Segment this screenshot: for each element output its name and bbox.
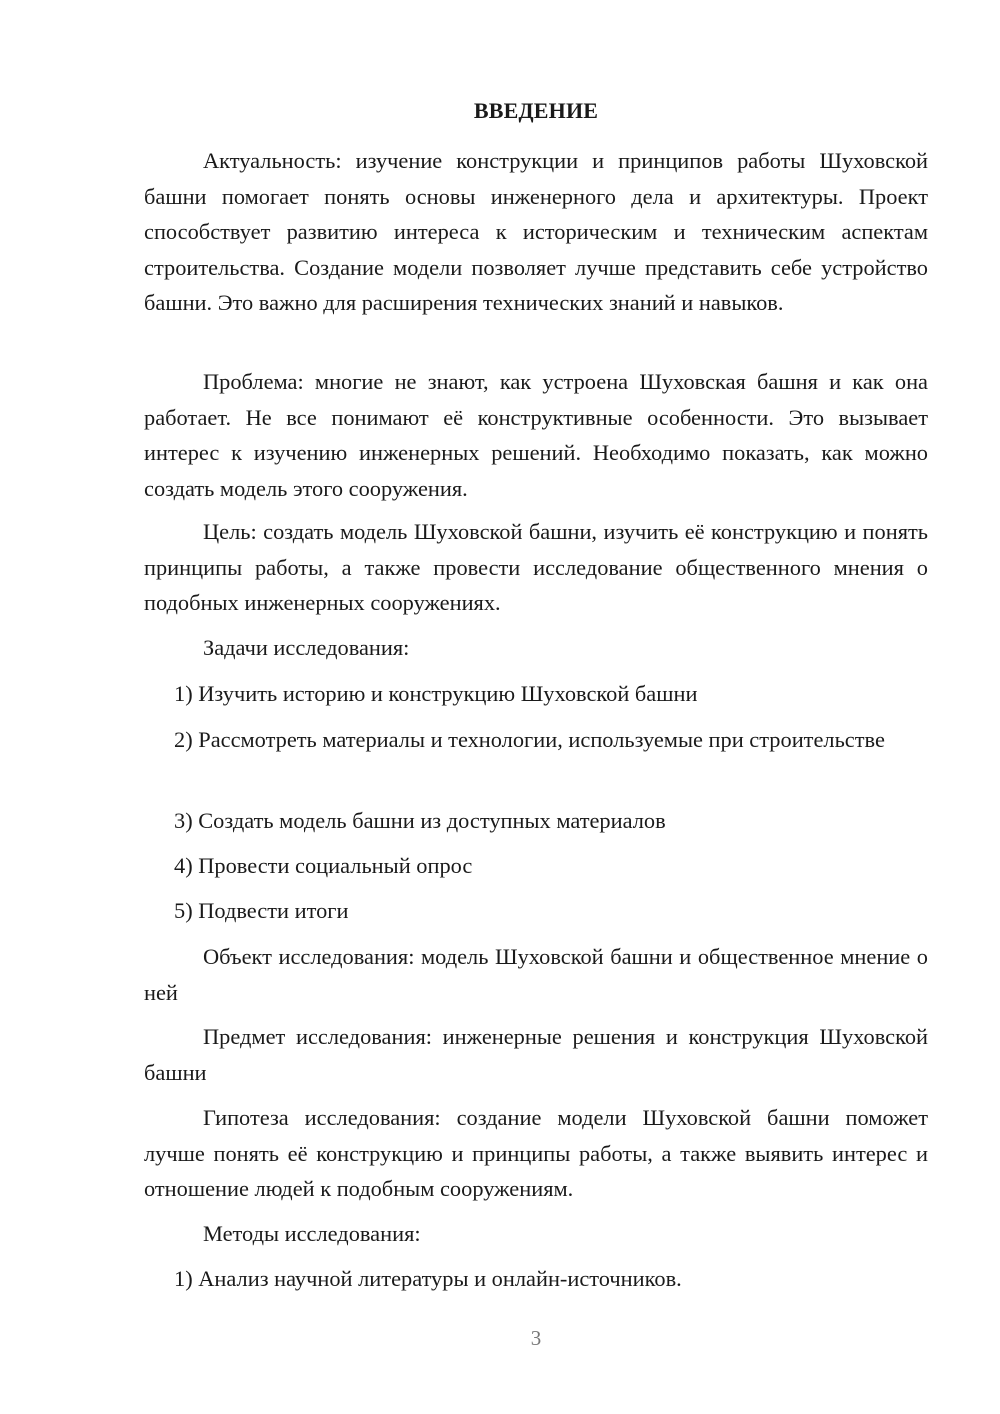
task-item-4: 4) Провести социальный опрос [174,853,473,878]
paragraph-hypothesis: Гипотеза исследования: создание модели Шуховской башни поможет лучше понять её конструкцию и принципы работы, а также выявить интерес и отношение людей к подобным сооружениям. [144,1105,928,1201]
section-heading: ВВЕДЕНИЕ [473,98,599,123]
page-number: 3 [530,1326,542,1350]
document-page [144,0,928,1414]
task-item-5: 5) Подвести итоги [174,898,349,923]
paragraph-relevance: Актуальность: изучение конструкции и принципов работы Шуховской башни помогает понять основы инженерного дела и архитектуры. Проект способствует развитию интереса к историческим и техническим аспектам строительства. Создание модели позволяет лучше представить себе устройство башни. Это важно для расширения технических знаний и навыков. [144,148,928,315]
tasks-title: Задачи исследования: [203,635,410,660]
task-item-2: 2) Рассмотреть материалы и технологии, используемые при строительстве [174,727,885,752]
task-item-1: 1) Изучить историю и конструкцию Шуховской башни [174,681,698,706]
task-item-3: 3) Создать модель башни из доступных материалов [174,808,666,833]
methods-title: Методы исследования: [203,1221,421,1246]
paragraph-goal: Цель: создать модель Шуховской башни, изучить её конструкцию и понять принципы работы, а также провести исследование общественного мнения о подобных инженерных сооружениях. [144,519,928,615]
paragraph-subject: Предмет исследования: инженерные решения и конструкция Шуховской башни [144,1024,928,1085]
method-item-1: 1) Анализ научной литературы и онлайн-источников. [174,1266,682,1291]
paragraph-object: Объект исследования: модель Шуховской башни и общественное мнение о ней [144,944,928,1005]
paragraph-problem: Проблема: многие не знают, как устроена Шуховская башня и как она работает. Не все понимают её конструктивные особенности. Это вызывает интерес к изучению инженерных решений. Необходимо показать, как можно создать модель этого сооружения. [144,369,928,501]
